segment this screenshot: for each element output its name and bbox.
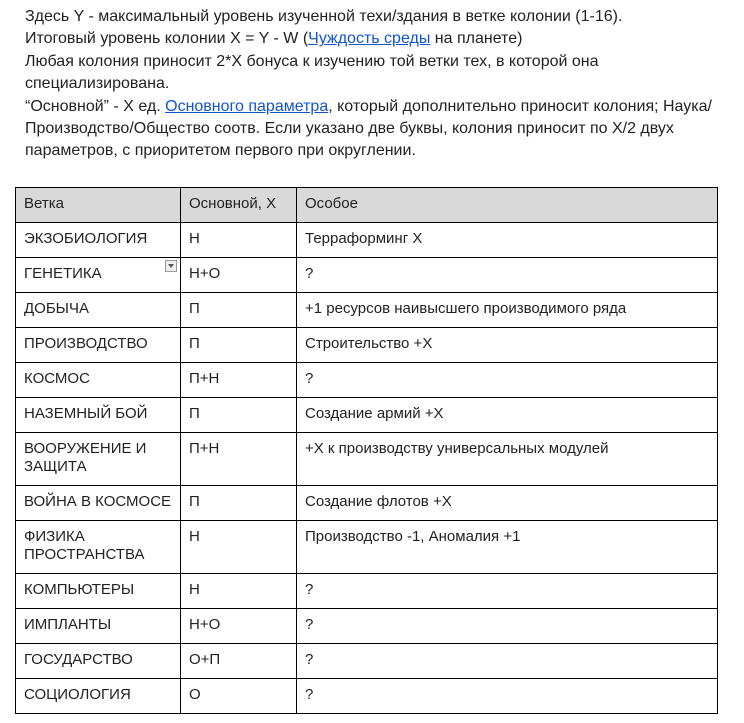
branch-cell[interactable]: ФИЗИКА ПРОСТРАНСТВА — [16, 521, 181, 574]
branch-cell[interactable]: ГОСУДАРСТВО — [16, 644, 181, 679]
main-cell[interactable]: Н+О — [181, 609, 297, 644]
table-row — [16, 433, 718, 486]
branch-cell[interactable] — [16, 258, 181, 293]
header-main: Основной, X — [181, 188, 297, 223]
table-row — [16, 644, 718, 679]
intro-line-4 — [25, 96, 725, 163]
special-cell[interactable]: ? — [297, 574, 718, 609]
main-cell[interactable]: П+Н — [181, 363, 297, 398]
intro-line-2-post: на планете) — [430, 30, 523, 48]
table-row — [16, 486, 718, 521]
branch-cell[interactable]: ВОЙНА В КОСМОСЕ — [16, 486, 181, 521]
special-cell[interactable]: Создание флотов +Х — [297, 486, 718, 521]
main-cell[interactable]: О — [181, 679, 297, 714]
special-cell[interactable]: +1 ресурсов наивысшего производимого ряда — [297, 293, 718, 328]
branch-cell[interactable]: КОСМОС — [16, 363, 181, 398]
table-row — [16, 609, 718, 644]
table-row — [16, 521, 718, 574]
main-cell[interactable]: Н+О — [181, 258, 297, 293]
branch-cell[interactable]: НАЗЕМНЫЙ БОЙ — [16, 398, 181, 433]
special-cell[interactable]: ? — [297, 679, 718, 714]
branch-cell[interactable]: ВООРУЖЕНИЕ И ЗАЩИТА — [16, 433, 181, 486]
header-special: Особое — [297, 188, 718, 223]
intro-line-4-pre: “Основной” - X ед. — [25, 97, 166, 115]
branch-cell[interactable]: ИМПЛАНТЫ — [16, 609, 181, 644]
table-row — [16, 574, 718, 609]
special-cell[interactable]: ? — [297, 609, 718, 644]
special-cell[interactable]: Терраформинг Х — [297, 223, 718, 258]
table-header-row — [16, 188, 718, 223]
main-parameter-link[interactable]: Основного параметра — [165, 97, 329, 115]
main-cell[interactable]: П+Н — [181, 433, 297, 486]
intro-line-2-pre: Итоговый уровень колонии X = Y - W ( — [25, 30, 309, 48]
intro-line-4-post: , который дополнительно приносит колония; Наука/Производство/Общество соотв. Если указано две буквы, колония приносит по X/2 двух параметров, с приоритетом первого при округлении. — [25, 97, 712, 160]
special-cell[interactable]: Строительство +Х — [297, 328, 718, 363]
main-cell[interactable]: Н — [181, 223, 297, 258]
special-cell[interactable]: ? — [297, 644, 718, 679]
branch-cell[interactable]: ЭКЗОБИОЛОГИЯ — [16, 223, 181, 258]
main-cell[interactable]: П — [181, 293, 297, 328]
main-cell[interactable]: Н — [181, 574, 297, 609]
special-cell[interactable]: Производство -1, Аномалия +1 — [297, 521, 718, 574]
special-cell[interactable]: ? — [297, 363, 718, 398]
colony-branches-table — [15, 187, 718, 714]
table-row — [16, 223, 718, 258]
intro-line-1: Здесь Y - максимальный уровень изученной техи/здания в ветке колонии (1-16). — [25, 8, 623, 25]
alien-environment-link[interactable]: Чуждость среды — [308, 30, 431, 48]
table-row — [16, 398, 718, 433]
main-cell[interactable]: Н — [181, 521, 297, 574]
main-cell[interactable]: О+П — [181, 644, 297, 679]
main-cell[interactable]: П — [181, 398, 297, 433]
intro-text — [25, 6, 725, 163]
dropdown-arrow-icon[interactable] — [165, 260, 177, 272]
main-cell[interactable]: П — [181, 486, 297, 521]
header-branch: Ветка — [16, 188, 181, 223]
branch-cell[interactable]: СОЦИОЛОГИЯ — [16, 679, 181, 714]
special-cell[interactable]: +Х к производству универсальных модулей — [297, 433, 718, 486]
branch-cell[interactable]: КОМПЬЮТЕРЫ — [16, 574, 181, 609]
table-row — [16, 293, 718, 328]
intro-line-3: Любая колония приносит 2*X бонуса к изучению той ветки тех, в которой она специализирована. — [25, 52, 599, 93]
intro-line-2 — [25, 28, 725, 50]
table-row — [16, 328, 718, 363]
special-cell[interactable]: Создание армий +Х — [297, 398, 718, 433]
table-row — [16, 258, 718, 293]
branch-label: ГЕНЕТИКА — [24, 265, 102, 282]
branch-cell[interactable]: ДОБЫЧА — [16, 293, 181, 328]
table-row — [16, 679, 718, 714]
special-cell[interactable]: ? — [297, 258, 718, 293]
branch-cell[interactable]: ПРОИЗВОДСТВО — [16, 328, 181, 363]
table-row — [16, 363, 718, 398]
main-cell[interactable]: П — [181, 328, 297, 363]
